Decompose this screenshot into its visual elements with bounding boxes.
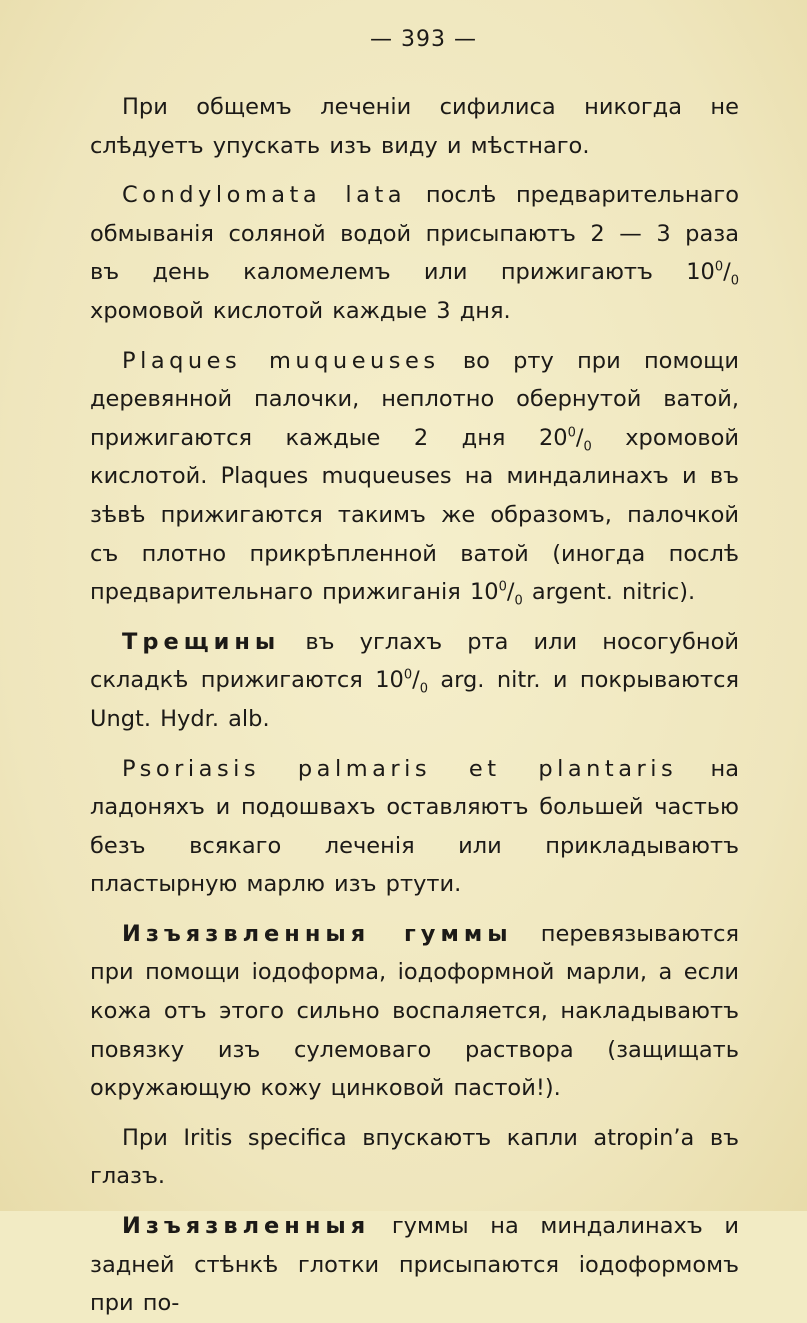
term-izyazvlennye-gummy: Изъязвленныя гуммы	[122, 920, 513, 947]
paragraph-text: хромовой кислотой. Plaques muqueuses на миндалинахъ и въ зѣвѣ прижигаются такимъ же образомъ, палочкой съ плотно прикрѣпленной ватой (иногда послѣ предварительнаго прижиганія 10	[90, 424, 739, 606]
paragraph-iritis	[90, 1119, 739, 1196]
paragraph-text: При общемъ леченіи сифилиса никогда не слѣдуетъ упускать изъ виду и мѣстнаго.	[90, 94, 739, 159]
paragraph-tonsil-gummas	[90, 1207, 739, 1323]
percent-sub: 0	[730, 273, 739, 289]
percent-sup: 0	[403, 667, 413, 683]
paragraph-psoriasis	[90, 750, 739, 904]
paragraph-plaques	[90, 342, 739, 612]
percent-sup: 0	[714, 259, 724, 275]
percent-sup: 0	[498, 579, 507, 595]
page-number: — 393 —	[370, 27, 477, 52]
paragraph-text: послѣ предварительнаго обмыванія соляной водой присыпаютъ 2 — 3 раза въ день каломелемъ или прижигаютъ 10	[90, 182, 739, 286]
term-plaques-muqueuses: Plaques muqueuses	[122, 347, 440, 374]
paragraph-text: хромовой кислотой каждые 3 дня.	[90, 297, 511, 324]
paragraph-fissures	[90, 623, 739, 739]
paragraph-text: argent. nitric).	[522, 579, 696, 606]
term-psoriasis: Psoriasis palmaris et plantaris	[122, 755, 678, 782]
paragraph-text: При Iritis specifica впускаютъ капли atropin’а въ глазъ.	[90, 1124, 739, 1190]
term-izyazvlennye: Изъязвленныя	[122, 1213, 371, 1240]
paragraph-text: въ углахъ рта или носогубной складкѣ прижигаются 10	[90, 628, 739, 694]
paragraph-text: на ладоняхъ и подошвахъ оставляютъ большей частью безъ всякаго леченія или прикладываютъ пластырную марлю изъ ртути.	[90, 755, 740, 898]
paragraph-text: гуммы на миндалинахъ и задней стѣнкѣ глотки присыпаются іодоформомъ при по-	[90, 1213, 739, 1317]
percent-sub: 0	[514, 593, 523, 609]
percent-sub: 0	[419, 681, 428, 697]
paragraph-text: во рту при помощи деревянной палочки, неплотно обернутой ватой, прижигаются каждые 2 дня 20	[90, 347, 739, 451]
percent-slash: /	[723, 259, 731, 286]
paragraph-text: arg. nitr. и покрываются Ungt. Hydr. alb.	[90, 667, 739, 732]
percent-slash: /	[506, 579, 515, 606]
paragraph-general-treatment	[90, 88, 739, 165]
percent-slash: /	[412, 667, 420, 694]
paragraph-text: перевязываются при помощи іодоформа, іодоформной марли, а если кожа отъ этого сильно воспаляется, накладываютъ повязку изъ сулемоваго раствора (защищать окружающую кожу цинковой пастой!).	[90, 920, 739, 1102]
percent-slash: /	[575, 424, 584, 451]
term-condylomata-lata: Condylomata lata	[122, 182, 407, 209]
percent-sup: 0	[567, 425, 576, 441]
paragraph-gummas	[90, 915, 739, 1108]
paragraph-condylomata	[90, 176, 739, 330]
term-treshchiny: Трещины	[122, 628, 281, 655]
percent-sub: 0	[583, 439, 592, 455]
